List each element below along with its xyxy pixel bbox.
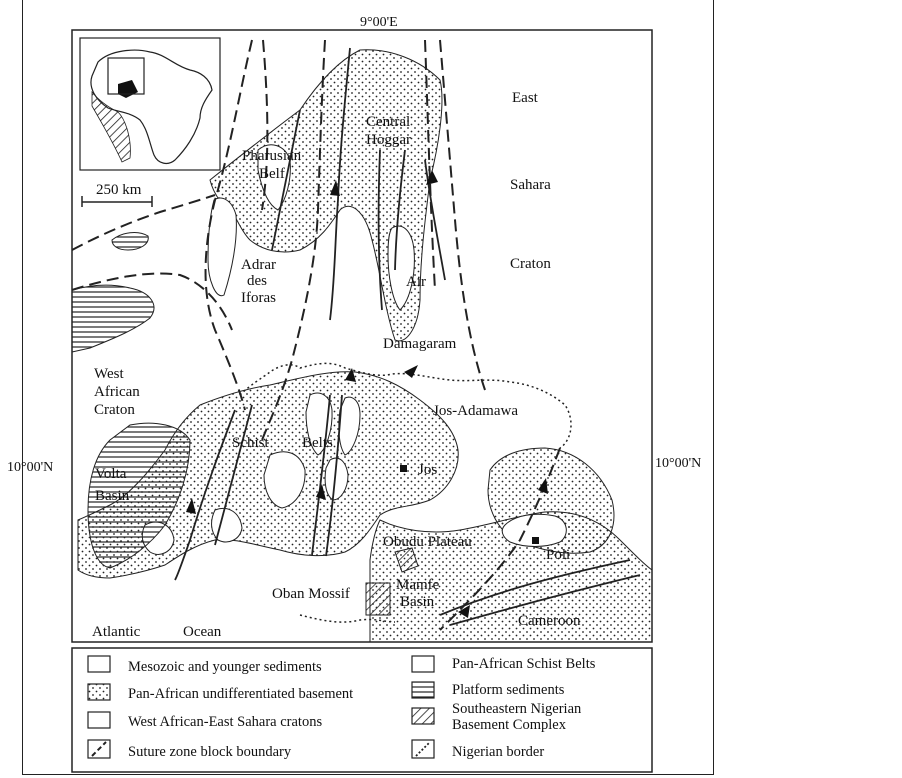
legend-se-nigerian-1: Southeastern Nigerian	[452, 701, 582, 717]
label-craton-east: Craton	[510, 256, 551, 272]
legend-swatch-schist	[412, 656, 434, 672]
label-belf: Belf	[259, 166, 285, 182]
scale-label: 250 km	[96, 182, 142, 198]
label-damagaram: Damagaram	[383, 336, 457, 352]
legend-platform: Platform sediments	[452, 682, 565, 698]
label-west: West	[94, 366, 124, 382]
label-iforas: Iforas	[241, 290, 276, 306]
label-air: Air	[406, 274, 426, 290]
legend-basement: Pan-African undifferentiated basement	[128, 686, 354, 702]
legend-swatch-mesozoic	[88, 656, 110, 672]
label-ocean: Ocean	[183, 624, 222, 640]
label-jos: Jos	[418, 462, 438, 478]
label-craton-west: Craton	[94, 402, 135, 418]
label-central: Central	[366, 114, 411, 130]
poli-marker	[532, 537, 539, 544]
label-schist: Schist	[232, 435, 269, 451]
label-hoggar: Hoggar	[366, 132, 411, 148]
legend-schist: Pan-African Schist Belts	[452, 656, 596, 672]
label-jos-adamawa: Jos-Adamawa	[433, 403, 518, 419]
legend-cratons: West African-East Sahara cratons	[128, 714, 323, 730]
label-adrar: Adrar	[241, 257, 276, 273]
label-basin: Basin	[95, 488, 130, 504]
label-oban-mossif: Oban Mossif	[272, 586, 350, 602]
label-african: African	[94, 384, 140, 400]
legend-se-nigerian-2: Basement Complex	[452, 717, 566, 733]
label-mamfe: Mamfe	[396, 577, 440, 593]
top-longitude-label: 9°00'E	[360, 15, 398, 30]
right-latitude-label: 10°00'N	[655, 456, 702, 471]
legend-swatch-basement	[88, 684, 110, 700]
legend-mesozoic: Mesozoic and younger sediments	[128, 659, 322, 675]
label-cameroon: Cameroon	[518, 613, 581, 629]
label-poli: Poli	[546, 547, 571, 563]
label-east: East	[512, 90, 538, 106]
legend-swatch-se-nigerian	[412, 708, 434, 724]
label-volta: Volta	[95, 466, 127, 482]
legend-suture: Suture zone block boundary	[128, 744, 292, 760]
jos-marker	[400, 465, 407, 472]
legend-swatch-cratons	[88, 712, 110, 728]
africa-inset	[80, 38, 220, 170]
legend-border: Nigerian border	[452, 744, 545, 760]
label-belts: Belts	[302, 435, 333, 451]
label-sahara: Sahara	[510, 177, 551, 193]
label-pharusian: Pharusian	[242, 148, 302, 164]
legend-swatch-platform	[412, 682, 434, 698]
label-obudu-plateau: Obudu Plateau	[383, 534, 472, 550]
left-latitude-label: 10°00'N	[7, 460, 54, 475]
label-mamfe-basin: Basin	[400, 594, 435, 610]
label-des: des	[247, 273, 267, 289]
label-atlantic: Atlantic	[92, 624, 141, 640]
legend	[72, 648, 652, 772]
